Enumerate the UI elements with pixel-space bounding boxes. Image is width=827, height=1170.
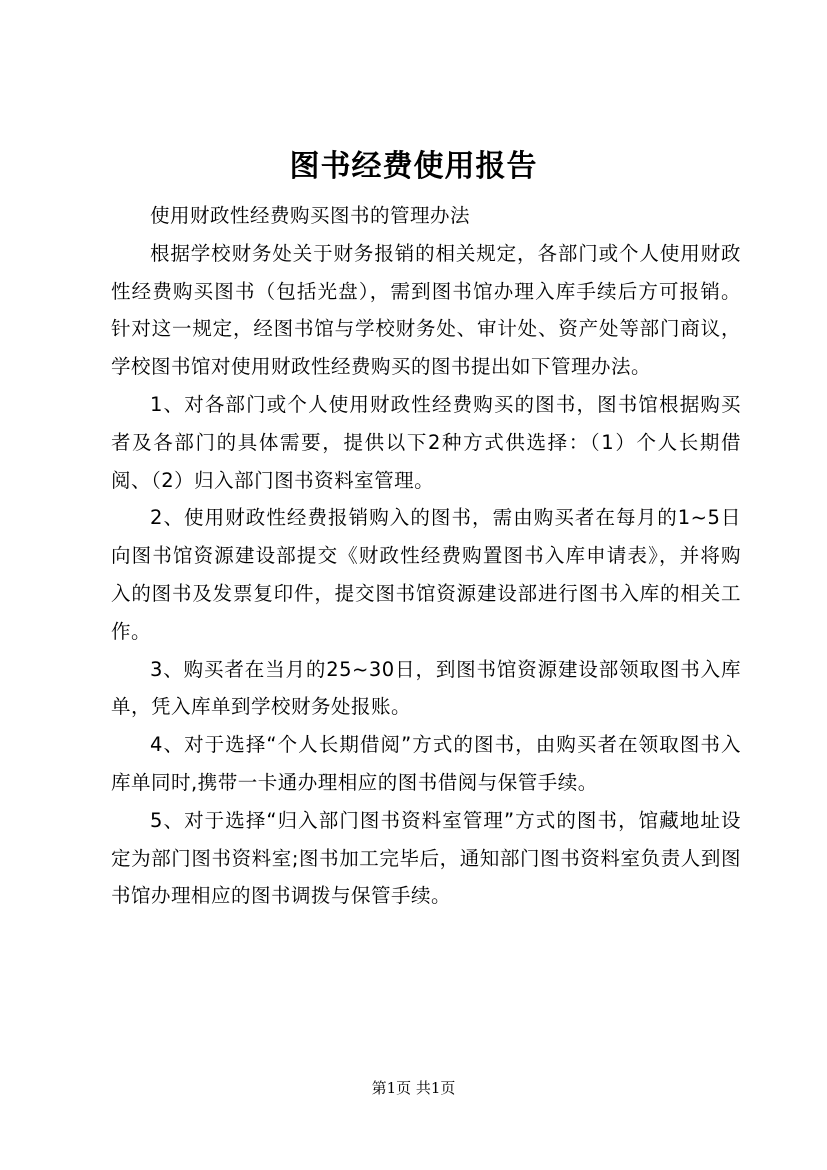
page-number-footer: 第1页 共1页 <box>371 1079 456 1097</box>
rule-paragraph-3: 3、购买者在当月的25~30日，到图书馆资源建设部领取图书入库单，凭入库单到学校财务处报账。 <box>111 657 741 719</box>
rule-paragraph-1: 1、对各部门或个人使用财政性经费购买的图书，图书馆根据购买者及各部门的具体需要，提供以下2种方式供选择：（1）个人长期借阅、（2）归入部门图书资料室管理。 <box>111 392 741 492</box>
document-body <box>111 197 741 915</box>
rule-paragraph-5: 5、对于选择“归入部门图书资料室管理”方式的图书，馆藏地址设定为部门图书资料室;图书加工完毕后，通知部门图书资料室负责人到图书馆办理相应的图书调拨与保管手续。 <box>111 808 741 908</box>
subtitle-paragraph: 使用财政性经费购买图书的管理办法 <box>150 204 471 227</box>
intro-paragraph: 根据学校财务处关于财务报销的相关规定，各部门或个人使用财政性经费购买图书（包括光盘），需到图书馆办理入库手续后方可报销。针对这一规定，经图书馆与学校财务处、审计处、资产处等部门商议，学校图书馆对使用财政性经费购买的图书提出如下管理办法。 <box>111 241 741 379</box>
rule-paragraph-2: 2、使用财政性经费报销购入的图书，需由购买者在每月的1~5日向图书馆资源建设部提交《财政性经费购置图书入库申请表》，并将购入的图书及发票复印件，提交图书馆资源建设部进行图书入库的相关工作。 <box>111 506 741 643</box>
rule-paragraph-4: 4、对于选择“个人长期借阅”方式的图书，由购买者在领取图书入库单同时,携带一卡通办理相应的图书借阅与保管手续。 <box>111 733 741 794</box>
document-title: 图书经费使用报告 <box>289 149 538 184</box>
